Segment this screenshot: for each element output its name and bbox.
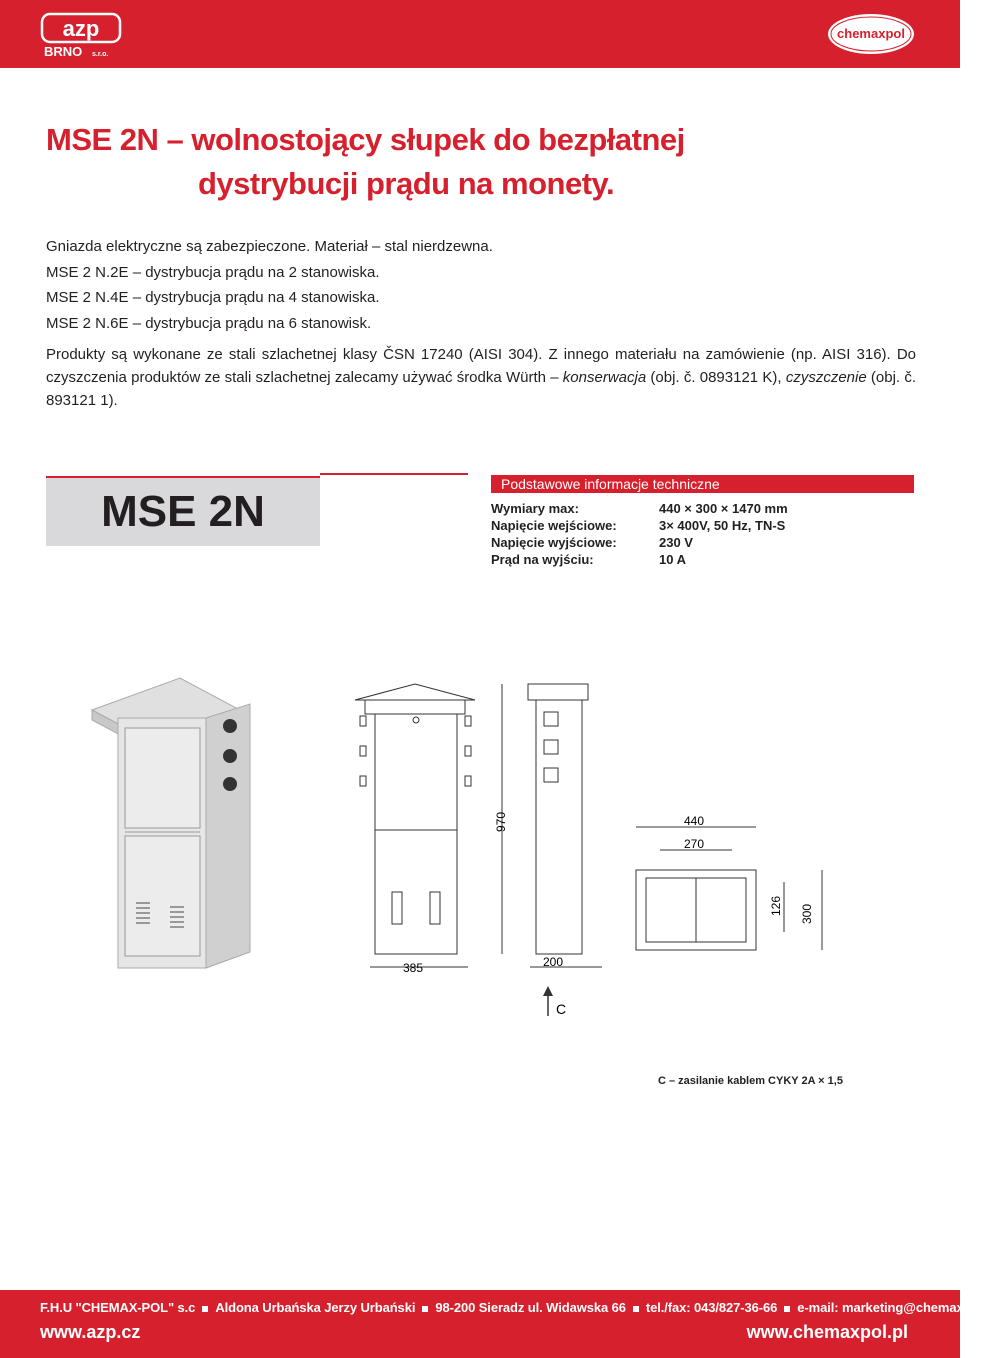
technical-drawing (80, 670, 860, 1030)
intro-line: MSE 2 N.2E – dystrybucja prądu na 2 stanowiska. (46, 263, 380, 281)
page-header (0, 0, 960, 68)
svg-text:970: 970 (494, 811, 508, 832)
svg-text:C: C (556, 1001, 567, 1017)
model-rule (320, 473, 468, 475)
dimension-385 (370, 961, 468, 975)
base-plan (636, 870, 756, 950)
svg-text:126: 126 (769, 895, 783, 916)
intro-line: MSE 2 N.6E – dystrybucja prądu na 6 stanowisk. (46, 314, 372, 332)
svg-text:200: 200 (543, 955, 564, 969)
spec-row: Napięcie wyjściowe: 230 V (491, 535, 693, 550)
cable-arrow-c (543, 986, 566, 1017)
dimension-270 (660, 837, 732, 851)
title-line-2: dystrybucji prądu na monety. (198, 166, 615, 201)
svg-text:BRNO: BRNO (44, 44, 83, 59)
svg-text:385: 385 (403, 961, 424, 975)
page-title (46, 118, 926, 206)
intro-line: MSE 2 N.4E – dystrybucja prądu na 4 stanowiska. (46, 289, 380, 306)
svg-text:s.r.o.: s.r.o. (92, 51, 109, 58)
material-paragraph: Produkty są wykonane ze stali szlachetnej klasy ČSN 17240 (AISI 304). Z innego materiału na zamówienie (np. AISI 316). Do czyszczenia produktów ze stali szlachetnej zalecamy używać środka Würth – konserwacja (obj. č. 0893121 K), czyszczenie (obj. č. 893121 1). (46, 346, 917, 409)
spec-table (491, 500, 914, 568)
title-line-1: MSE 2N – wolnostojący słupek do bezpłatnej (46, 122, 685, 157)
front-view (355, 684, 475, 954)
footer-link-azp[interactable]: www.azp.cz (40, 1322, 141, 1342)
svg-text:300: 300 (800, 903, 814, 924)
svg-text:270: 270 (684, 837, 705, 851)
svg-text:azp: azp (62, 16, 100, 41)
spec-row: Prąd na wyjściu: 10 A (491, 552, 686, 567)
bullet-icon (784, 1306, 790, 1312)
svg-text:440: 440 (684, 814, 705, 828)
footer-link-chemaxpol[interactable]: www.chemaxpol.pl (746, 1322, 908, 1342)
product-render (92, 678, 250, 968)
intro-text (46, 234, 916, 336)
side-view (528, 684, 588, 954)
spec-row: Wymiary max: 440 × 300 × 1470 mm (491, 501, 788, 516)
dimension-200 (530, 955, 602, 969)
dimension-970 (494, 684, 508, 954)
model-name: MSE 2N (101, 487, 265, 536)
footer-contact: F.H.U "CHEMAX-POL" s.c Aldona Urbańska Jerzy Urbański 98-200 Sieradz ul. Widawska 66 tel./fax: 043/827-36-66 e-mail: marketing@chemaxpol.pl (40, 1300, 998, 1315)
spec-row: Napięcie wejściowe: 3× 400V, 50 Hz, TN-S (491, 518, 786, 533)
dimension-300 (800, 870, 822, 950)
bullet-icon (633, 1306, 639, 1312)
dimension-126 (769, 882, 784, 932)
svg-text:chemaxpol: chemaxpol (837, 26, 905, 41)
spec-heading: Podstawowe informacje techniczne (491, 475, 914, 493)
cable-note: C – zasilanie kablem CYKY 2A × 1,5 (658, 1075, 843, 1087)
bullet-icon (422, 1306, 428, 1312)
bullet-icon (202, 1306, 208, 1312)
intro-line: Gniazda elektryczne są zabezpieczone. Materiał – stal nierdzewna. (46, 238, 493, 255)
chemaxpol-logo (826, 12, 916, 56)
model-box (46, 476, 320, 546)
dimension-440 (636, 814, 756, 828)
azp-logo (40, 10, 130, 60)
page-footer (0, 1290, 998, 1358)
